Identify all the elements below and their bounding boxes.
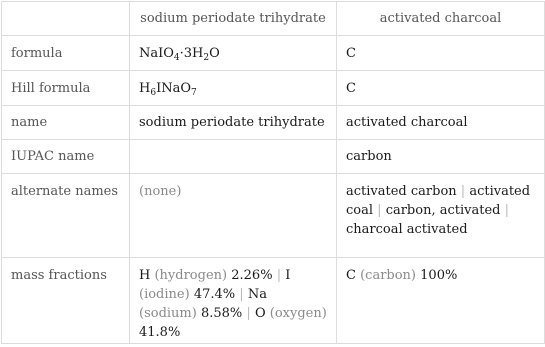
alternate-names-row [2,174,545,258]
iupac-name-value-2: carbon [337,140,545,174]
alternate-name: charcoal activated [346,222,468,237]
element-percent: 41.8% [139,325,181,340]
hill-formula-value-2: C [337,71,545,106]
separator: | [239,287,244,302]
alternate-names-value-1: (none) [130,174,337,258]
element-percent: 100% [420,268,458,283]
alternate-names-label: alternate names [2,174,130,258]
mass-fractions-row [2,258,545,344]
separator: | [246,306,251,321]
element-symbol: I [285,268,291,283]
column-header-sodium-periodate: sodium periodate trihydrate [130,2,337,36]
element-name: (iodine) [139,287,190,302]
iupac-name-row [2,140,545,174]
separator: | [276,268,282,283]
alternate-names-value-2 [337,174,545,258]
iupac-name-value-1 [130,140,337,174]
name-row [2,106,545,140]
formula-value-2: C [337,36,545,71]
element-symbol: H [139,268,151,283]
element-percent: 8.58% [200,306,243,321]
formula-row [2,36,545,71]
iupac-name-label: IUPAC name [2,140,130,174]
formula-value-1: $NaIO_4\cdot 3H_2O$ [130,36,337,71]
mass-fractions-label: mass fractions [2,258,130,344]
corner-cell [2,2,130,36]
mass-fractions-value-2 [337,258,545,344]
element-symbol: C [346,268,356,283]
element-name: (oxygen) [269,306,327,321]
name-label: name [2,106,130,140]
separator: | [460,184,466,199]
mass-fractions-value-1 [130,258,337,344]
hill-formula-row [2,71,545,106]
separator: | [377,203,382,218]
name-value-2: activated charcoal [337,106,545,140]
name-value-1: sodium periodate trihydrate [130,106,337,140]
alternate-name: activated carbon [346,184,457,199]
properties-table [1,1,545,344]
element-name: (sodium) [139,306,197,321]
alternate-name: activated coal [346,184,531,218]
element-percent: 2.26% [231,268,273,283]
element-name: (carbon) [360,268,417,283]
formula-label: formula [2,36,130,71]
element-symbol: O [254,306,266,321]
element-name: (hydrogen) [154,268,228,283]
column-header-activated-charcoal: activated charcoal [337,2,545,36]
separator: | [504,203,509,218]
header-row [2,2,545,36]
hill-formula-value-1: $H_6INaO_7$ [130,71,337,106]
alternate-name: carbon, activated [385,203,501,218]
element-percent: 47.4% [193,287,236,302]
element-symbol: Na [247,287,267,302]
hill-formula-label: Hill formula [2,71,130,106]
